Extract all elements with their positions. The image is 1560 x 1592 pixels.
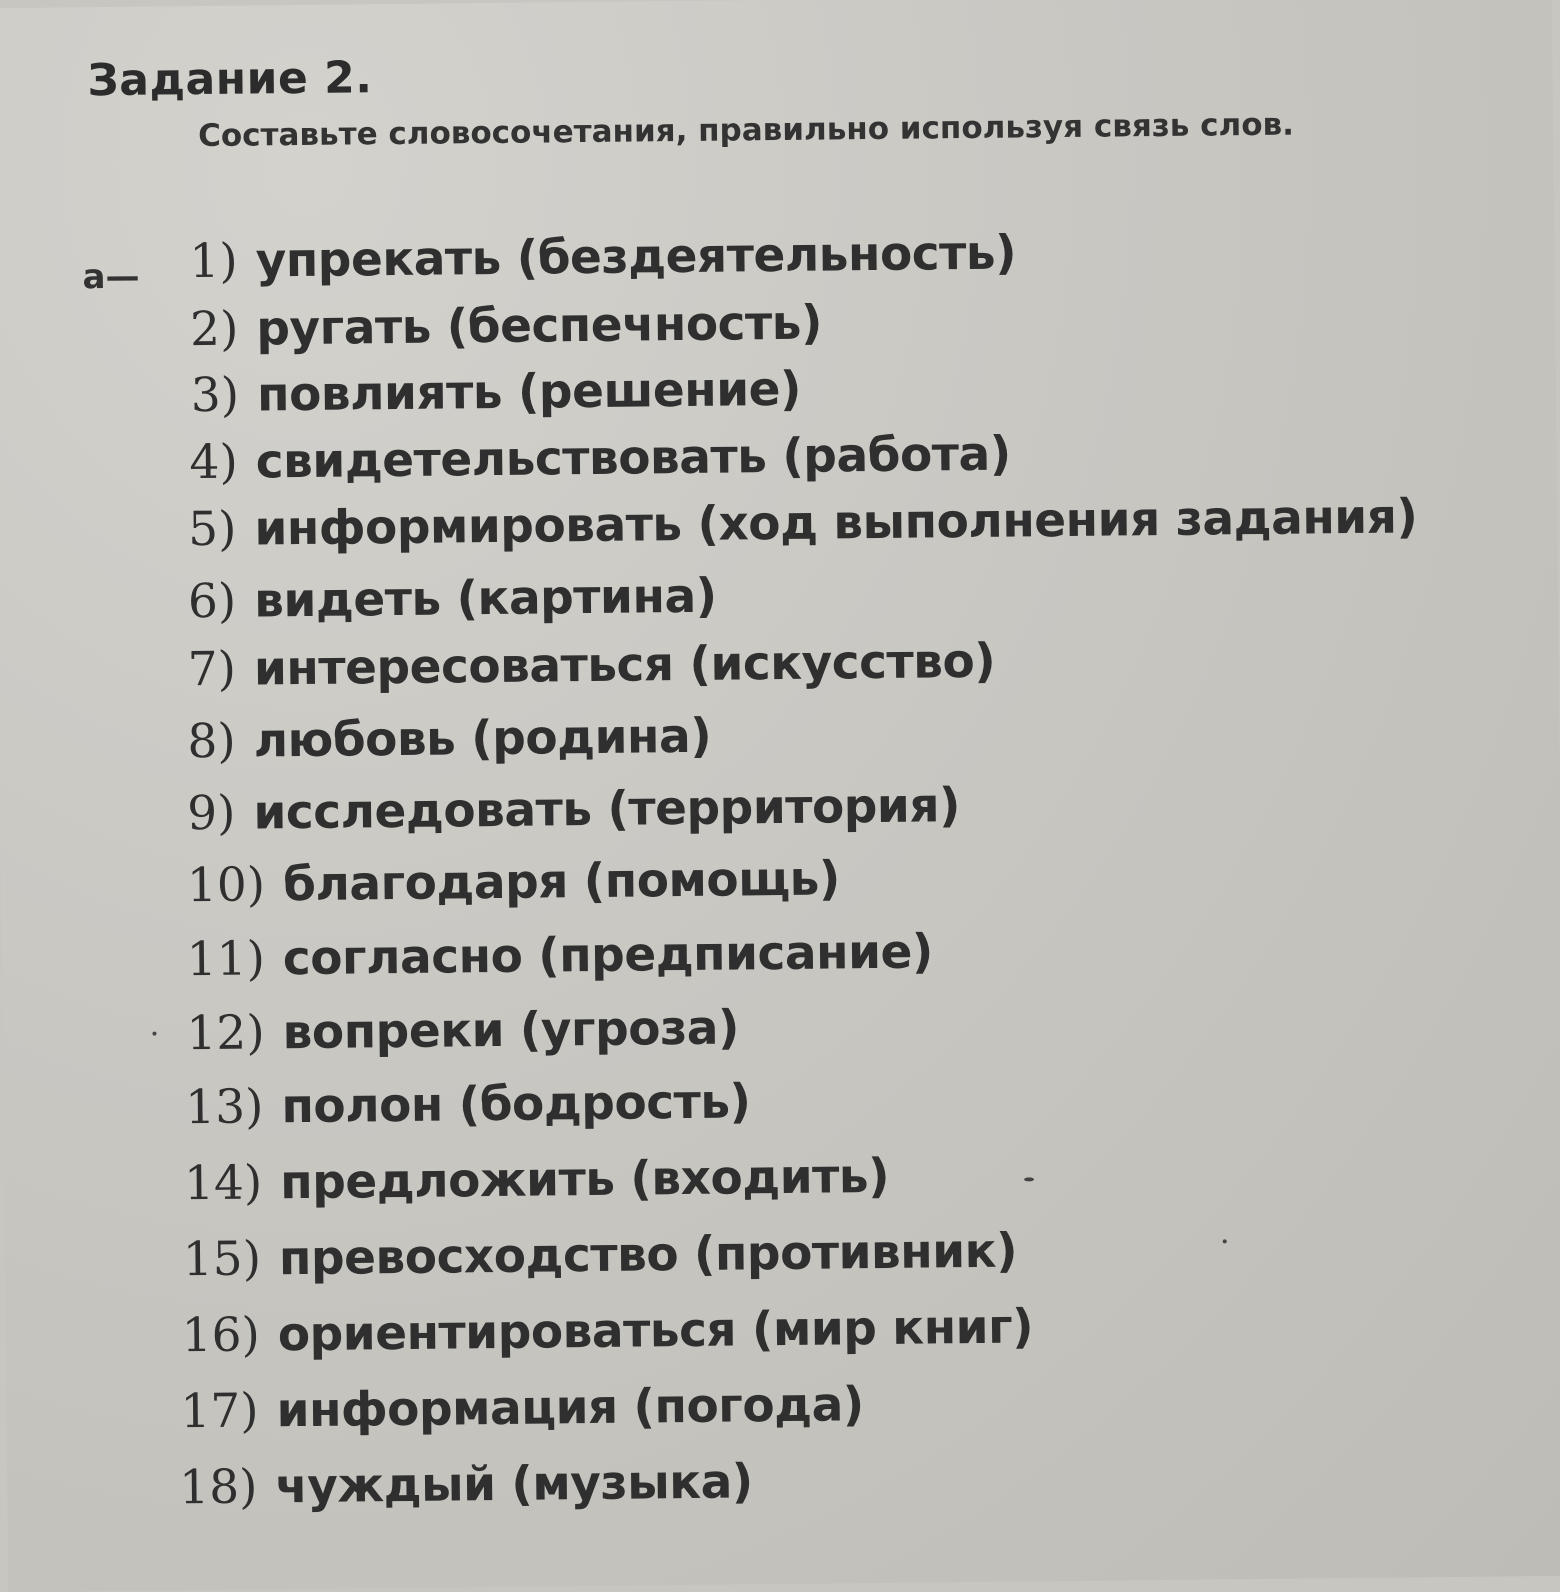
task-title: Задание 2.: [87, 52, 373, 107]
list-item: [186, 1000, 739, 1062]
list-item: [185, 1074, 751, 1136]
item-number: 18): [178, 1459, 258, 1516]
item-text: превосходство (противник): [278, 1223, 1018, 1287]
list-item: [189, 226, 1016, 291]
item-text: повлиять (решение): [256, 361, 802, 423]
item-text: любовь (родина): [253, 708, 712, 769]
list-item: [187, 634, 995, 698]
item-text: информировать (ход выполнения задания): [254, 489, 1418, 557]
item-number: 13): [184, 1079, 264, 1136]
list-item: [189, 427, 1011, 492]
item-text: чуждый (музыка): [275, 1454, 754, 1515]
list-item: [187, 778, 960, 842]
list-item: [191, 362, 802, 424]
list-item: [190, 296, 822, 359]
item-number: 15): [182, 1231, 262, 1288]
item-number: 14): [183, 1155, 263, 1212]
item-number: 16): [181, 1307, 261, 1364]
item-text: благодаря (помощь): [282, 851, 841, 913]
item-text: ругать (беспечность): [256, 295, 823, 357]
item-text: ориентироваться (мир книг): [277, 1299, 1034, 1363]
list-item: [180, 1377, 864, 1440]
item-number: 3): [190, 367, 240, 424]
item-text: согласно (предписание): [282, 924, 934, 987]
item-number: 17): [180, 1383, 259, 1440]
list-item: [184, 1149, 890, 1212]
item-number: 2): [189, 301, 239, 358]
list-item: [186, 924, 933, 988]
item-text: упрекать (бездеятельность): [255, 225, 1017, 289]
item-text: интересоваться (искусство): [253, 633, 996, 697]
item-text: полон (бодрость): [281, 1074, 751, 1135]
list-item: [187, 851, 840, 914]
item-text: исследовать (территория): [253, 778, 961, 841]
item-number: 4): [189, 434, 239, 491]
paper-speck: [1223, 1239, 1227, 1243]
list-item: [179, 1454, 753, 1516]
list-item: [187, 709, 711, 770]
list-item: [188, 489, 1418, 558]
paper-speck: [152, 1032, 156, 1036]
item-text: видеть (картина): [253, 568, 717, 629]
list-item: [183, 1224, 1018, 1289]
answer-mark: а—: [82, 256, 140, 298]
item-number: 11): [186, 931, 266, 988]
item-number: 6): [187, 573, 237, 630]
item-number: 10): [186, 857, 266, 914]
paper-speck: [1024, 1177, 1034, 1181]
list-item: [188, 569, 717, 631]
item-text: информация (погода): [276, 1377, 865, 1439]
list-item: [181, 1299, 1033, 1364]
item-text: свидетельствовать (работа): [255, 426, 1011, 490]
item-text: предложить (входить): [279, 1148, 890, 1211]
item-number: 1): [189, 233, 238, 290]
task-instruction: Составьте словосочетания, правильно используя связь слов.: [197, 106, 1295, 155]
item-number: 5): [187, 501, 237, 558]
item-number: 8): [187, 713, 236, 770]
item-text: вопреки (угроза): [282, 1000, 740, 1061]
item-number: 12): [186, 1005, 265, 1062]
item-number: 9): [186, 785, 236, 842]
item-number: 7): [187, 641, 237, 698]
